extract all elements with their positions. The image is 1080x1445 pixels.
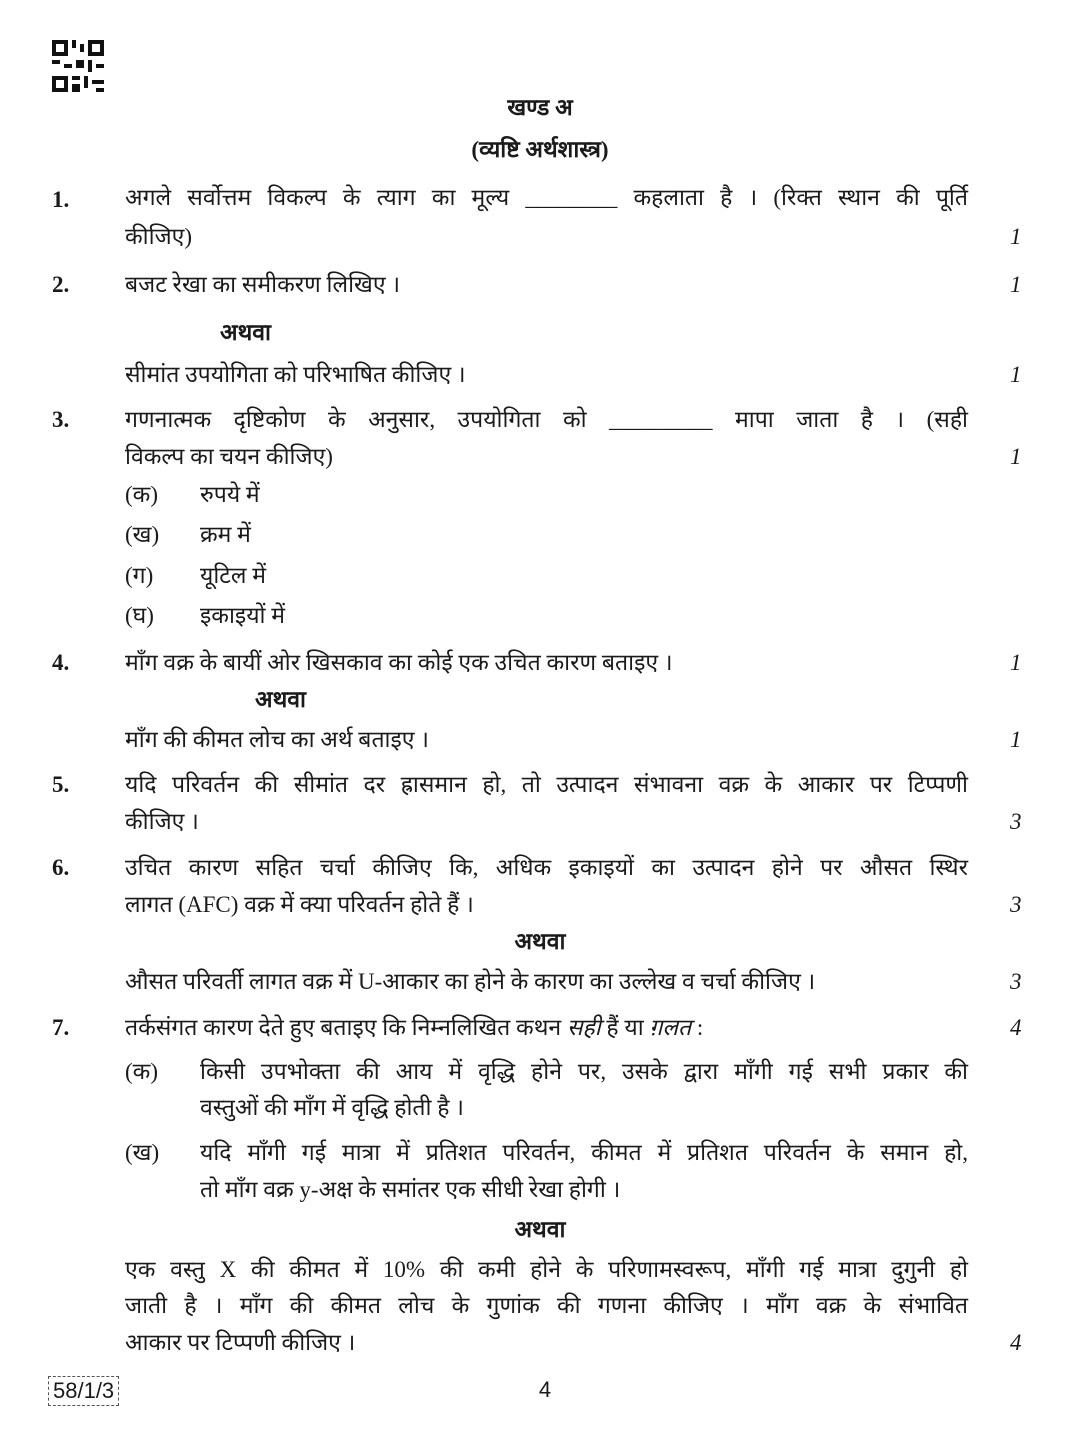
question-text: विकल्प का चयन कीजिए)	[125, 444, 333, 469]
question-number: 7.	[52, 1015, 70, 1040]
true-word: सही	[566, 1015, 601, 1040]
marks: 1	[1010, 224, 1022, 249]
or-label: अथवा	[514, 929, 566, 954]
marks: 3	[1010, 969, 1022, 994]
false-word: ग़लत	[649, 1015, 692, 1040]
section-subtitle: (व्यष्टि अर्थशास्त्र)	[471, 137, 609, 162]
question-text: उचित कारण सहित चर्चा कीजिए कि, अधिक इकाइयों का उत्पादन होने पर औसत स्थिर	[125, 855, 968, 880]
question-text: कीजिए)	[125, 224, 193, 249]
question-text: माँग की कीमत लोच का अर्थ बताइए ।	[125, 727, 429, 752]
option-label: (ख)	[125, 522, 160, 547]
or-label: अथवा	[220, 320, 272, 345]
or-label: अथवा	[514, 1217, 566, 1242]
option-text: यूटिल में	[200, 563, 266, 588]
question-number: 1.	[52, 187, 70, 212]
question-text: कीजिए ।	[125, 809, 199, 834]
or-label: अथवा	[255, 687, 307, 712]
question-text: औसत परिवर्ती लागत वक्र में U-आकार का होने के कारण का उल्लेख व चर्चा कीजिए ।	[125, 969, 816, 994]
question-number: 3.	[52, 407, 70, 432]
option-label: (घ)	[125, 603, 154, 628]
question-number: 2.	[52, 272, 70, 297]
marks: 1	[1010, 727, 1022, 752]
option-label: (ग)	[125, 563, 154, 588]
question-text: गणनात्मक दृष्टिकोण के अनुसार, उपयोगिता को _________ मापा जाता है । (सही	[125, 407, 968, 432]
marks: 1	[1010, 650, 1022, 675]
question-text: लागत (AFC) वक्र में क्या परिवर्तन होते हैं ।	[125, 892, 474, 917]
marks: 4	[1010, 1015, 1022, 1040]
part-text: किसी उपभोक्ता की आय में वृद्धि होने पर, उसके द्वारा माँगी गई सभी प्रकार की	[200, 1059, 968, 1084]
question-number: 5.	[52, 772, 70, 797]
part-text: तो माँग वक्र y-अक्ष के समांतर एक सीधी रेखा होगी ।	[200, 1177, 621, 1202]
question-text: सीमांत उपयोगिता को परिभाषित कीजिए ।	[125, 362, 466, 387]
qr-code	[52, 40, 104, 92]
question-text: तर्कसंगत कारण देते हुए बताइए कि निम्नलिखित कथन सही हैं या ग़लत :	[125, 1015, 704, 1040]
section-heading: खण्ड अ	[507, 95, 573, 120]
marks: 1	[1010, 272, 1022, 297]
question-text: एक वस्तु X की कीमत में 10% की कमी होने के परिणामस्वरूप, माँगी गई मात्रा दुगुनी हो	[125, 1257, 968, 1282]
question-number: 4.	[52, 650, 70, 675]
paper-code: 58/1/3	[48, 1376, 119, 1406]
question-text: आकार पर टिप्पणी कीजिए ।	[125, 1330, 356, 1355]
question-text: माँग वक्र के बायीं ओर खिसकाव का कोई एक उचित कारण बताइए ।	[125, 650, 673, 675]
option-text: इकाइयों में	[200, 603, 286, 628]
question-text: यदि परिवर्तन की सीमांत दर ह्रासमान हो, तो उत्पादन संभावना वक्र के आकार पर टिप्पणी	[125, 772, 968, 797]
marks: 1	[1010, 444, 1022, 469]
question-text: जाती है । माँग की कीमत लोच के गुणांक की गणना कीजिए । माँग वक्र के संभावित	[125, 1293, 968, 1318]
page-number: 4	[538, 1377, 552, 1402]
part-label: (ख)	[125, 1140, 160, 1165]
question-number: 6.	[52, 855, 70, 880]
marks: 3	[1010, 892, 1022, 917]
option-text: क्रम में	[200, 522, 251, 547]
marks: 4	[1010, 1330, 1022, 1355]
option-text: रुपये में	[200, 482, 260, 507]
part-text: यदि माँगी गई मात्रा में प्रतिशत परिवर्तन, कीमत में प्रतिशत परिवर्तन के समान हो,	[200, 1140, 968, 1165]
part-text: वस्तुओं की माँग में वृद्धि होती है ।	[200, 1095, 464, 1120]
question-text: अगले सर्वोत्तम विकल्प के त्याग का मूल्य ________ कहलाता है । (रिक्त स्थान की पूर्ति	[125, 185, 968, 210]
question-text: बजट रेखा का समीकरण लिखिए ।	[125, 272, 401, 297]
part-label: (क)	[125, 1059, 158, 1084]
marks: 3	[1010, 809, 1022, 834]
marks: 1	[1010, 362, 1022, 387]
option-label: (क)	[125, 482, 158, 507]
